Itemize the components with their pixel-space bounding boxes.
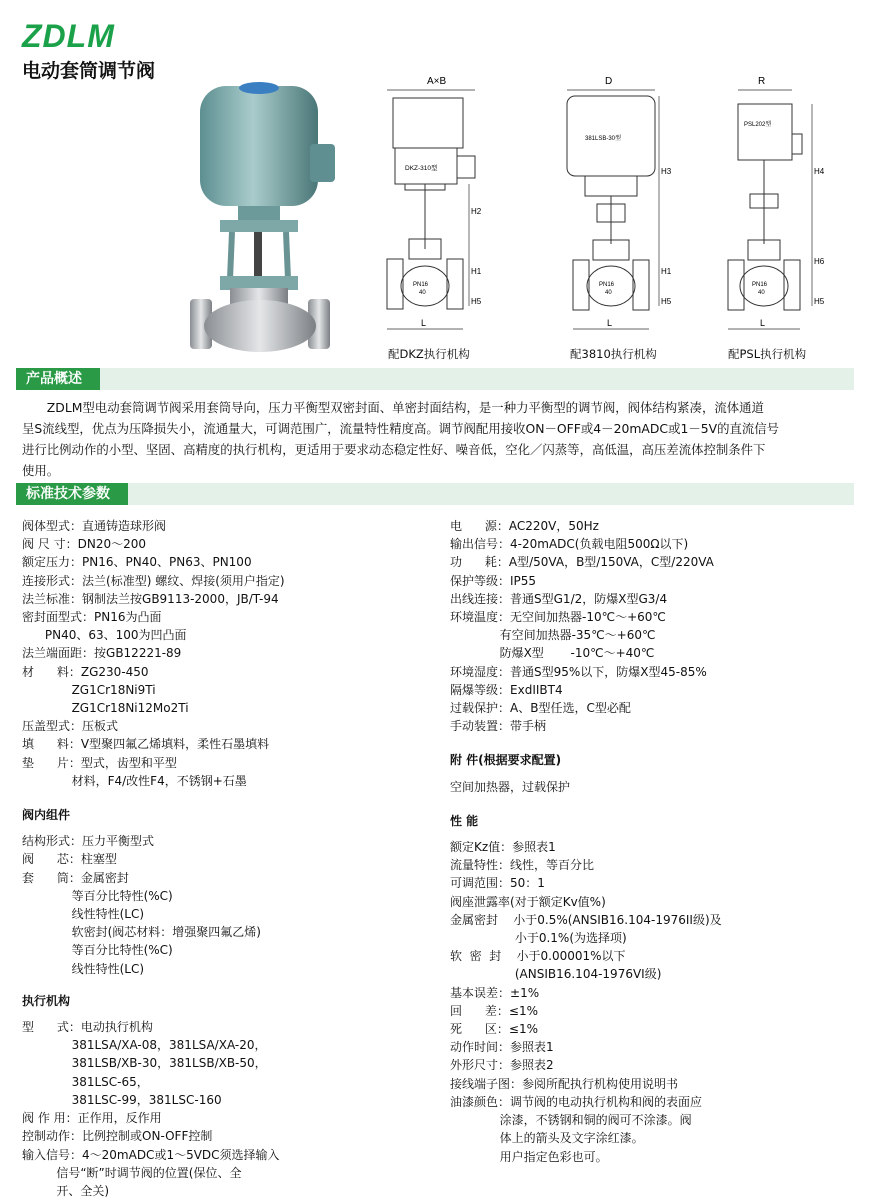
- performance-head: 性 能: [450, 813, 479, 828]
- param-row: [22, 772, 432, 790]
- param-value: 压力平衡型式: [82, 834, 155, 849]
- param-row: [450, 1148, 854, 1166]
- param-row: [450, 1111, 854, 1129]
- param-value: 压板式: [82, 719, 119, 734]
- param-row: [450, 947, 854, 965]
- pn-label: PN16: [413, 282, 429, 288]
- param-value: 线性特性(LC): [22, 907, 145, 922]
- param-row: [450, 965, 854, 983]
- param-value: 参照表1: [512, 840, 556, 855]
- param-row: [22, 869, 432, 887]
- param-value: 开、全关): [22, 1183, 110, 1198]
- param-value: 钢制法兰按GB9113-2000，JB/T-94: [82, 591, 279, 606]
- diagram-3810: [555, 74, 685, 344]
- param-row: [22, 1054, 432, 1072]
- dim-2: H1: [471, 267, 482, 276]
- actuator-label: DKZ-310型: [405, 165, 438, 172]
- param-row: [450, 553, 854, 571]
- param-key: 阀 尺 寸：: [22, 537, 78, 552]
- param-value: 381LSC-99，381LSC-160: [22, 1092, 222, 1107]
- section-params-title: 标准技术参数: [16, 483, 128, 505]
- param-row: [22, 553, 432, 571]
- param-key: 输入信号：: [22, 1147, 83, 1162]
- dim-3: H5: [814, 297, 825, 306]
- param-key: 控制动作：: [22, 1129, 83, 1144]
- param-value: 小于0.1%(为选择项): [450, 931, 627, 946]
- section-overview-title: 产品概述: [16, 368, 100, 390]
- param-row: [450, 874, 854, 892]
- param-value: 防爆X型 -10℃～+40℃: [450, 646, 655, 661]
- param-value: 小于0.00001%以下: [516, 949, 626, 964]
- param-value: 型式，齿型和平型: [80, 755, 177, 770]
- param-value: ZG1Cr18Ni12Mo2Ti: [22, 701, 189, 716]
- param-row: [22, 1091, 432, 1109]
- param-row: [22, 699, 432, 717]
- diagram-dkz: [365, 74, 505, 344]
- param-value: ±1%: [510, 985, 540, 1000]
- param-value: AC220V，50Hz: [508, 519, 599, 533]
- param-value: 直通铸造球形阀: [82, 519, 167, 533]
- param-row: [22, 626, 432, 644]
- dim-4: L: [607, 318, 613, 328]
- param-row: [22, 572, 432, 590]
- param-value: ZG1Cr18Ni9Ti: [22, 682, 156, 697]
- param-key: 出线连接：: [450, 591, 511, 606]
- actuator-label: PSL202型: [744, 122, 772, 128]
- param-value: 参照表1: [510, 1040, 554, 1055]
- param-value: 参照表2: [510, 1058, 554, 1073]
- caption-psl: 配PSL执行机构: [728, 347, 807, 361]
- dim-4: L: [421, 318, 427, 328]
- param-row: [22, 1036, 432, 1054]
- param-value: 调节阀的电动执行机构和阀的表面应: [510, 1094, 703, 1109]
- param-key: 额定Kz值：: [450, 840, 513, 855]
- pn-sub: 40: [605, 290, 612, 296]
- param-row: [450, 699, 854, 717]
- param-value: 无空间加热器-10℃～+60℃: [510, 610, 666, 625]
- param-row: [450, 1056, 854, 1074]
- param-key: 保护等级：: [450, 573, 511, 588]
- param-key: 隔爆等级：: [450, 682, 511, 697]
- param-value: 有空间加热器-35℃～+60℃: [450, 628, 656, 643]
- param-value: 线性，等百分比: [510, 858, 595, 873]
- param-value: 比例控制或ON-OFF控制: [82, 1129, 213, 1144]
- param-key: 套 筒：: [22, 870, 81, 885]
- param-key: 接线端子图：: [450, 1076, 523, 1091]
- param-value: A、B型任选，C型必配: [510, 701, 631, 716]
- dim-3: H5: [661, 297, 672, 306]
- pn-label: PN16: [599, 282, 615, 288]
- param-row: [22, 681, 432, 699]
- param-row: [450, 1002, 854, 1020]
- caption-dkz: 配DKZ执行机构: [388, 347, 470, 361]
- param-row: [22, 850, 432, 868]
- param-row: [450, 984, 854, 1002]
- param-value: 等百分比特性(%C): [22, 888, 173, 903]
- param-row: [450, 893, 854, 911]
- param-key: 型 式：: [22, 1020, 81, 1035]
- diagram-psl: [722, 74, 852, 344]
- right-column: [450, 517, 854, 1166]
- param-value: PN16为凸面: [94, 610, 162, 625]
- pn-label: PN16: [752, 282, 768, 288]
- param-row: [22, 1182, 432, 1200]
- section-params: [16, 483, 854, 505]
- param-key: 环境湿度：: [450, 664, 511, 679]
- accessory-head: 附 件(根据要求配置): [450, 753, 562, 768]
- param-row: [450, 644, 854, 662]
- param-row: [22, 717, 432, 735]
- param-key: 软 密 封: [450, 949, 517, 964]
- param-row: [450, 590, 854, 608]
- pn-sub: 40: [419, 290, 426, 296]
- dim-3: H5: [471, 297, 482, 306]
- param-row: [450, 1129, 854, 1147]
- param-key: 金属密封: [450, 912, 514, 927]
- param-value: 信号“断”时调节阀的位置(保位、全: [22, 1165, 242, 1180]
- param-value: 普通S型95%以下，防爆X型45-85%: [510, 664, 707, 679]
- param-value: 50：1: [510, 876, 545, 891]
- param-key: 阀 芯：: [22, 852, 81, 867]
- param-row: [22, 535, 432, 553]
- param-value: PN16、PN40、PN63、PN100: [82, 555, 252, 570]
- param-value: (对于额定Kv值%): [510, 894, 606, 909]
- param-row: [450, 663, 854, 681]
- param-value: 软密封(阀芯材料：增强聚四氟乙烯): [22, 925, 261, 940]
- param-row: [22, 590, 432, 608]
- section-overview: [16, 368, 854, 390]
- param-value: 4～20mADC或1～5VDC须选择输入: [82, 1147, 280, 1162]
- param-row: [450, 626, 854, 644]
- param-key: 法兰标准：: [22, 591, 83, 606]
- param-row: [22, 644, 432, 662]
- param-value: 用户指定色彩也可。: [450, 1149, 608, 1164]
- param-key: 垫 片：: [22, 755, 81, 770]
- param-value: 按GB12221-89: [94, 646, 182, 661]
- param-value: (ANSIB16.104-1976VI级): [450, 967, 662, 982]
- param-row: [22, 905, 432, 923]
- param-row: [22, 663, 432, 681]
- param-value: 普通S型G1/2，防爆X型G3/4: [510, 591, 668, 606]
- dim-4: L: [760, 318, 766, 328]
- param-row: [450, 608, 854, 626]
- actuator-label: 381LSB-30型: [585, 136, 622, 142]
- param-value: 线性特性(LC): [22, 961, 145, 976]
- param-row: [22, 517, 432, 535]
- param-row: [450, 517, 854, 535]
- param-key: 油漆颜色：: [450, 1094, 511, 1109]
- dim-top: D: [605, 76, 613, 87]
- param-value: 等百分比特性(%C): [22, 943, 173, 958]
- param-value: 参阅所配执行机构使用说明书: [522, 1076, 679, 1091]
- param-key: 法兰端面距：: [22, 646, 95, 661]
- dim-top: R: [758, 76, 766, 87]
- param-row: [450, 1020, 854, 1038]
- param-value: ExdIIBT4: [510, 682, 563, 697]
- overview-line: ZDLM型电动套筒调节阀采用套筒导向，压力平衡型双密封面、单密封面结构，是一种力平衡型的调节阀，阀体结构紧凑，流体通道: [46, 400, 764, 415]
- param-key: 流量特性：: [450, 858, 511, 873]
- param-row: [22, 923, 432, 941]
- param-row: [22, 1018, 432, 1036]
- param-value: 体上的箭头及文字涂红漆。: [450, 1131, 644, 1146]
- left-column: [22, 517, 432, 1200]
- brand-logo: ZDLM: [22, 18, 115, 54]
- param-value: ≤1%: [508, 1003, 538, 1018]
- overview-line: 呈S流线型，优点为压降损失小，流通量大，可调范围广，流量特性精度高。调节阀配用接收ON－OFF或4－20mADC或1－5V的直流信号: [22, 421, 780, 436]
- param-row: [450, 911, 854, 929]
- param-value: 金属密封: [80, 870, 129, 885]
- param-value: DN20～200: [77, 537, 147, 552]
- param-value: ZG230-450: [80, 664, 149, 679]
- param-row: [450, 572, 854, 590]
- param-row: [22, 754, 432, 772]
- param-key: 阀体型式：: [22, 519, 83, 533]
- param-row: [22, 887, 432, 905]
- param-row: [22, 832, 432, 850]
- param-value: 法兰(标准型) 螺纹、焊接(须用户指定): [82, 573, 285, 588]
- param-key: 回 差：: [450, 1003, 509, 1018]
- param-row: [22, 608, 432, 626]
- param-key: 功 耗：: [450, 555, 509, 570]
- overview-text: [22, 397, 858, 481]
- param-key: 连接形式：: [22, 573, 83, 588]
- param-value: 柱塞型: [80, 852, 117, 867]
- param-row: [450, 856, 854, 874]
- param-value: 4-20mADC(负载电阻500Ω以下): [510, 537, 689, 552]
- param-row: [450, 1075, 854, 1093]
- param-key: 基本误差：: [450, 985, 511, 1000]
- dim-1: H3: [661, 167, 672, 176]
- pn-sub: 40: [758, 290, 765, 296]
- param-value: ≤1%: [508, 1022, 538, 1037]
- param-key: 阀 作 用：: [22, 1111, 78, 1126]
- param-key: 过载保护：: [450, 701, 511, 716]
- param-key: 密封面型式：: [22, 610, 95, 625]
- param-row: [450, 1093, 854, 1111]
- param-row: [22, 735, 432, 753]
- param-row: [450, 535, 854, 553]
- param-key: 外形尺寸：: [450, 1058, 511, 1073]
- param-row: [22, 1073, 432, 1091]
- param-key: 填 料：: [22, 737, 81, 752]
- param-row: [22, 960, 432, 978]
- param-key: 电 源：: [450, 519, 509, 533]
- valve-photo: [180, 74, 360, 374]
- actuator-head: 执行机构: [22, 993, 71, 1008]
- param-value: 电动执行机构: [80, 1020, 153, 1035]
- param-value: 带手柄: [510, 719, 547, 734]
- accessory-text: 空间加热器，过载保护: [450, 779, 571, 794]
- dim-2: H1: [661, 267, 672, 276]
- param-value: V型聚四氟乙烯填料，柔性石墨填料: [80, 737, 270, 752]
- param-value: 小于0.5%(ANSIB16.104-1976II级)及: [513, 912, 722, 927]
- param-row: [450, 838, 854, 856]
- page-title: 电动套筒调节阀: [22, 60, 156, 82]
- internal-head: 阀内组件: [22, 808, 71, 823]
- dim-1: H2: [471, 207, 482, 216]
- param-key: 结构形式：: [22, 834, 83, 849]
- param-key: 材 料：: [22, 664, 81, 679]
- param-key: 可调范围：: [450, 876, 511, 891]
- param-value: PN40、63、100为凹凸面: [22, 628, 187, 643]
- param-key: 额定压力：: [22, 555, 83, 570]
- caption-3810: 配3810执行机构: [570, 347, 657, 361]
- param-value: 381LSA/XA-08，381LSA/XA-20，: [22, 1038, 267, 1053]
- param-row: [22, 941, 432, 959]
- param-value: 正作用，反作用: [77, 1111, 162, 1126]
- param-key: 动作时间：: [450, 1040, 511, 1055]
- param-row: [450, 681, 854, 699]
- param-row: [450, 717, 854, 735]
- param-value: 材料，F4/改性F4，不锈钢+石墨: [22, 773, 247, 788]
- param-key: 手动装置：: [450, 719, 511, 734]
- param-row: [450, 929, 854, 947]
- param-row: [22, 1127, 432, 1145]
- param-value: 涂漆，不锈钢和铜的阀可不涂漆。阀: [450, 1113, 692, 1128]
- param-key: 压盖型式：: [22, 719, 83, 734]
- dim-1: H4: [814, 167, 825, 176]
- param-value: A型/50VA，B型/150VA，C型/220VA: [508, 555, 714, 570]
- param-key: 阀座泄露率: [450, 894, 511, 909]
- param-value: 381LSB/XB-30，381LSB/XB-50，: [22, 1056, 267, 1071]
- overview-line: 使用。: [22, 463, 60, 478]
- dim-top: A×B: [427, 76, 447, 87]
- param-value: 381LSC-65，: [22, 1074, 149, 1089]
- overview-line: 进行比例动作的小型、坚固、高精度的执行机构，更适用于要求动态稳定性好、噪音低，空化／闪蒸等，高低温，高压差流体控制条件下: [22, 442, 766, 457]
- param-row: [22, 1109, 432, 1127]
- dim-2: H6: [814, 257, 825, 266]
- param-value: IP55: [510, 573, 537, 588]
- param-row: [22, 1146, 432, 1164]
- param-key: 死 区：: [450, 1022, 509, 1037]
- param-row: [450, 1038, 854, 1056]
- param-key: 输出信号：: [450, 537, 511, 552]
- param-row: [22, 1164, 432, 1182]
- param-key: 环境温度：: [450, 610, 511, 625]
